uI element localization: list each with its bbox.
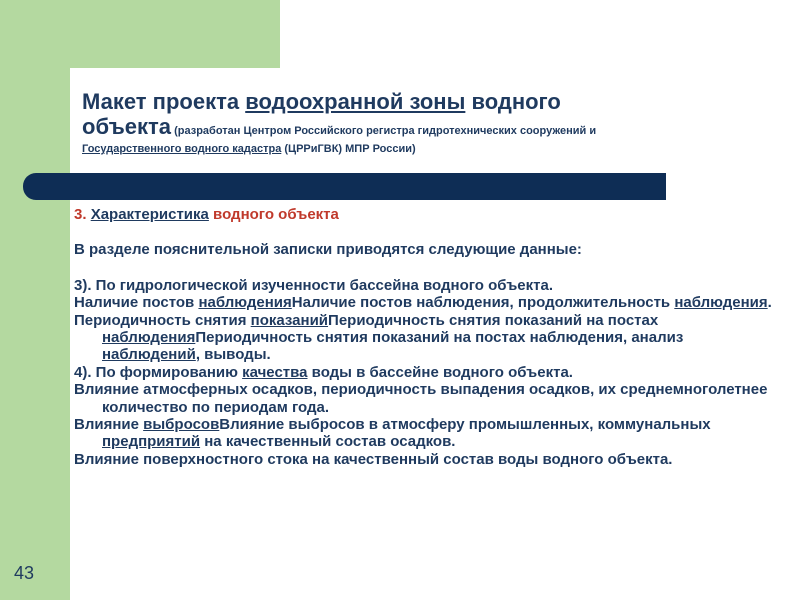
item-text: .	[767, 294, 772, 312]
title-subtitle: (разработан Центром Российского регистра гидротехнических сооружений и	[171, 124, 597, 137]
list-item: Влияние поверхностного стока на качественный состав воды водного объекта.	[74, 450, 673, 468]
title-text: объекта	[82, 113, 172, 139]
item-text: Периодичность снятия показаний на постах	[328, 311, 659, 329]
item-link[interactable]: качества	[242, 363, 308, 381]
list-item	[74, 294, 784, 311]
section-heading	[74, 206, 784, 223]
list-item	[74, 312, 784, 364]
title-divider-band	[23, 173, 666, 200]
item-link[interactable]: наблюдений	[102, 346, 196, 364]
item-link[interactable]: показаний	[250, 311, 329, 329]
page-number: 43	[14, 563, 35, 583]
item-text: Наличие постов	[74, 294, 199, 312]
item-text: Влияние выбросов в атмосферу промышленных, коммунальных	[219, 415, 711, 433]
item-text: на качественный состав осадков.	[200, 433, 456, 451]
item-text: , выводы.	[195, 346, 271, 364]
item-text: Наличие постов наблюдения, продолжительность	[291, 294, 675, 312]
list-item	[74, 416, 784, 451]
item-text: воды в бассейне водного объекта.	[307, 363, 573, 381]
title-text: водного	[465, 89, 561, 114]
intro-text: В разделе пояснительной записки приводятся следующие данные:	[74, 241, 582, 259]
item-link[interactable]: предприятий	[102, 433, 201, 451]
green-top-bar	[0, 0, 280, 68]
title-line-1	[82, 90, 732, 115]
slide-body	[74, 206, 784, 468]
title-line-3	[82, 143, 416, 155]
item-text: Периодичность снятия	[74, 311, 251, 329]
title-link-water-zone[interactable]: водоохранной зоны	[245, 89, 466, 114]
title-text: (ЦРРиГВК) МПР России)	[281, 143, 416, 156]
item-link[interactable]: выбросов	[143, 415, 220, 433]
list-item: Влияние атмосферных осадков, периодичность выпадения осадков, их среднемноголетнее количество по периодам года.	[74, 381, 768, 416]
section-heading-text: водного объекта	[208, 206, 339, 223]
list-item	[74, 364, 784, 381]
slide-title	[82, 90, 732, 157]
section-link[interactable]: Характеристика	[90, 206, 209, 223]
item-link[interactable]: наблюдения	[102, 328, 196, 346]
section-number: 3.	[74, 206, 91, 223]
list-item: 3). По гидрологической изученности бассейна водного объекта.	[74, 276, 554, 294]
item-text: 4). По формированию	[74, 363, 243, 381]
title-link-cadastre[interactable]: Государственного водного кадастра	[82, 143, 282, 156]
title-text: Макет проекта	[82, 89, 246, 114]
green-sidebar	[0, 0, 70, 600]
item-text: Влияние	[74, 415, 144, 433]
item-link[interactable]: наблюдения	[198, 294, 292, 312]
title-line-2	[82, 115, 732, 140]
item-link[interactable]: наблюдения	[674, 294, 768, 312]
item-text: Периодичность снятия показаний на постах наблюдения, анализ	[195, 328, 684, 346]
